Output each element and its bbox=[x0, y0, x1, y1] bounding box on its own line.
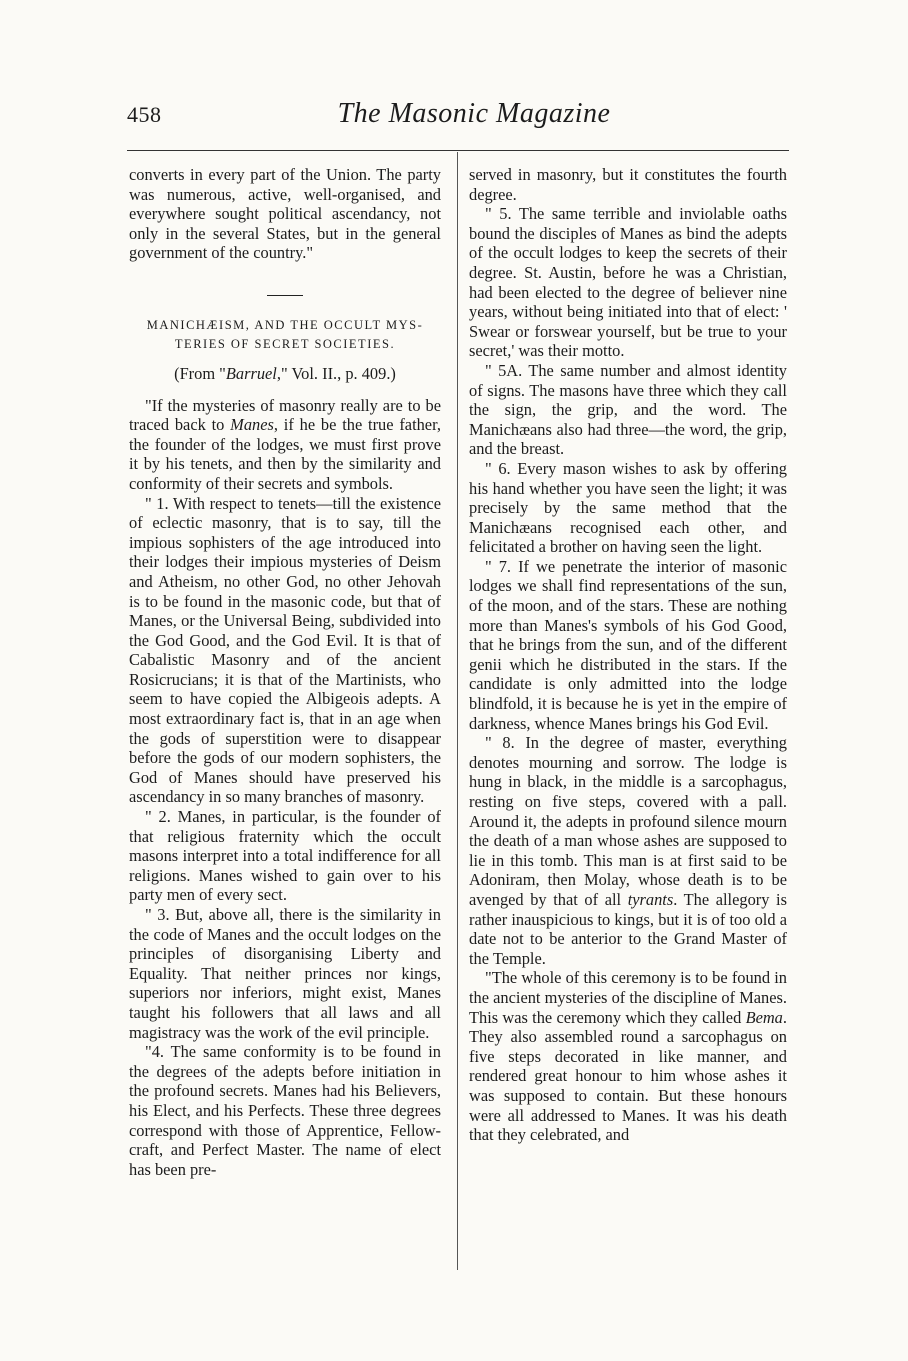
intro-paragraph bbox=[129, 396, 441, 494]
column-divider bbox=[457, 152, 458, 1270]
source-suffix: ," Vol. II., p. 409.) bbox=[276, 363, 396, 383]
running-title: The Masonic Magazine bbox=[337, 98, 611, 129]
paragraph-2: " 2. Manes, in particular, is the founder of that religious fraternity which the occult masons interpret into a total indifference for all religions. Manes wished to gain over to his party men of every sect. bbox=[129, 807, 441, 905]
source-author: Barruel bbox=[225, 363, 277, 383]
section-title-line-1: MANICHÆISM, AND THE OCCULT MYS- bbox=[146, 317, 424, 332]
source-prefix: (From " bbox=[174, 363, 226, 383]
section-title-line-2: TERIES OF SECRET SOCIETIES. bbox=[174, 336, 396, 351]
paragraph-6: " 6. Every mason wishes to ask by offering his hand whether you have seen the light; it was precisely by the same method that the Manichæans recognised each other, and felicitated a brother on having seen the light. bbox=[469, 458, 787, 557]
para8-text-b: . The allegory is rather inauspicious to kings, but it is of too old a date not to be anterior to the Grand Master of the Temple. bbox=[469, 889, 787, 968]
paragraph-9 bbox=[469, 968, 787, 1144]
carryover-paragraph-right: served in masonry, but it constitutes the fourth degree. bbox=[469, 165, 787, 204]
carryover-paragraph: converts in every part of the Union. The party was numerous, active, well-organised, and everywhere sought political ascendancy, not only in the several States, but in the general government of the country." bbox=[129, 165, 441, 263]
page-number: 458 bbox=[127, 102, 162, 127]
intro-text-b: , if he be the true father, the founder of the lodges, we must first prove it by his tenets, and then by the similarity and conformity of their secrets and symbols. bbox=[129, 415, 441, 493]
paragraph-4: "4. The same conformity is to be found in the degrees of the adepts before initiation in the profound secrets. Manes had his Believers, his Elect, and his Perfects. These three degrees correspond with those of Apprentice, Fellow-craft, and Perfect Master. The name of elect has been pre- bbox=[129, 1042, 441, 1179]
intro-italic: Manes bbox=[230, 415, 274, 435]
paragraph-5: " 5. The same terrible and inviolable oaths bound the disciples of Manes as bind the adepts of the occult lodges to keep the secrets of their degree. St. Austin, before he was a Christian, had been elected to the degree of believer nine years, without being initiated into that of elect: ' Swear or forswear yourself, but be true to your secret,' was their motto. bbox=[469, 204, 787, 361]
para9-text-b: . They also assembled round a sarcophagus on five steps decorated in like manner, and rendered great honour to him whose ashes it was supposed to contain. But these honours were all addressed to Manes. It was his death that they celebrated, and bbox=[469, 1007, 787, 1145]
paragraph-5a: " 5A. The same number and almost identity of signs. The masons have three which they call the sign, the grip, and the word. The Manichæans also had three—the word, the grip, and the breast. bbox=[469, 360, 787, 459]
paragraph-3: " 3. But, above all, there is the similarity in the code of Manes and the occult lodges on the principles of disorganising Liberty and Equality. That neither princes nor kings, superiors nor inferiors, might exist, Manes taught his followers that all laws and all magistracy was the work of the evil principle. bbox=[129, 905, 441, 1042]
section-divider bbox=[267, 295, 303, 296]
para9-italic: Bema bbox=[745, 1007, 783, 1027]
section-title bbox=[129, 316, 441, 354]
left-column bbox=[129, 165, 441, 1179]
para8-italic: tyrants bbox=[627, 889, 674, 909]
header-rule bbox=[127, 150, 789, 151]
paragraph-8 bbox=[469, 733, 787, 968]
right-column bbox=[469, 165, 787, 1145]
source-citation bbox=[129, 364, 441, 384]
paragraph-1: " 1. With respect to tenets—till the existence of eclectic masonry, that is to say, till the impious sophisters of the age introduced into their lodges their impious mysteries of Deism and Atheism, no other God, no other Jehovah is to be found in the masonic code, but that of Manes, or the Universal Being, subdivided into the God Good, and the God Evil. It is that of Cabalistic Masonry and of the ancient Rosicrucians; it is that of the Martinists, who seem to have copied the Albigeois adepts. A most extraordinary fact is, that in an age when the gods of superstition were to disappear before the gods of our modern sophisters, the God of Manes should have preserved his ascendancy in so many branches of masonry. bbox=[129, 493, 441, 807]
intro-text-a: "If the mysteries of masonry really are to be traced back to bbox=[129, 395, 441, 435]
para9-text-a: "The whole of this ceremony is to be found in the ancient mysteries of the discipline of Manes. This was the ceremony which they called bbox=[469, 968, 787, 1027]
paragraph-7: " 7. If we penetrate the interior of masonic lodges we shall find representations of the sun, of the moon, and of the stars. These are nothing more than Manes's symbols of his God Good, that he brings from the sun, and of the different genii which he distributed in the stars. If the candidate is only admitted into the lodge blindfold, it is because he is yet in the empire of darkness, whence Manes brings his God Evil. bbox=[469, 556, 787, 733]
para8-text-a: " 8. In the degree of master, everything denotes mourning and sorrow. The lodge is hung in black, in the middle is a sarcophagus, resting on five steps, covered with a pall. Around it, the adepts in profound silence mourn the death of a man whose ashes are supposed to lie in this tomb. This man is at first said to be Adoniram, then Molay, whose death is to be avenged by that of all bbox=[469, 733, 787, 909]
